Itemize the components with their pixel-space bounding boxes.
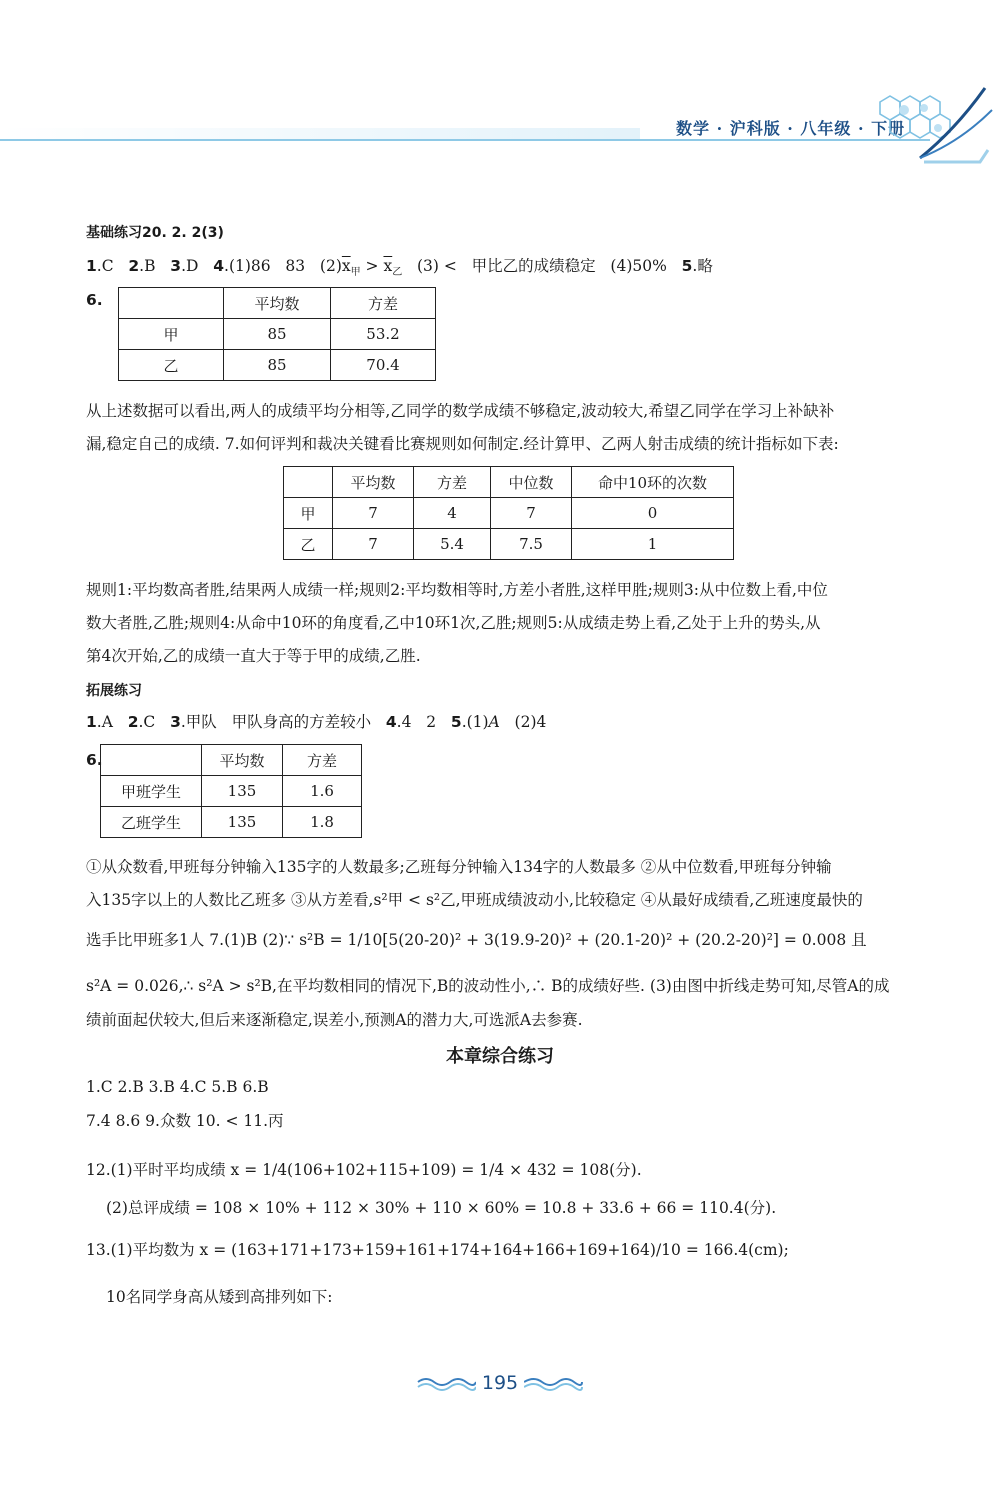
section-title-basic-20-2-2-3: 基础练习20. 2. 2(3) [86, 225, 224, 241]
paragraph-line: 入135字以上的人数比乙班多 ③从方差看,s²甲 < s²乙,甲班成绩波动小,比较稳定 ④从最好成绩看,乙班速度最快的 [86, 891, 863, 909]
table-cell: 7 [333, 498, 414, 529]
header-rule [0, 139, 930, 141]
table-cell: 0 [572, 498, 734, 529]
question-6-label: 6. [86, 291, 103, 309]
section-title-extension: 拓展练习 [86, 683, 142, 699]
table-cell: 甲班学生 [101, 776, 202, 807]
question-13-part-1: 13.(1)平均数为 x = (163+171+173+159+161+174+164+166+169+164)/10 = 166.4(cm); [86, 1241, 789, 1259]
table-cell: 1.6 [283, 776, 362, 807]
table-header-cell: 方差 [283, 745, 362, 776]
table-extension-q6 [100, 744, 362, 838]
review-answers-line-1: 1.C 2.B 3.B 4.C 5.B 6.B [86, 1078, 269, 1096]
table-basic-q7 [283, 466, 734, 560]
table-cell: 乙班学生 [101, 807, 202, 838]
table-cell: 7 [491, 498, 572, 529]
table-header-cell [284, 467, 333, 498]
table-cell: 85 [224, 350, 331, 381]
question-12-part-1: 12.(1)平时平均成绩 x = 1/4(106+102+115+109) = 1/4 × 432 = 108(分). [86, 1161, 642, 1179]
table-cell: 1 [572, 529, 734, 560]
table-basic-q6 [118, 287, 436, 381]
table-header-cell: 平均数 [333, 467, 414, 498]
table-cell: 4 [414, 498, 491, 529]
table-header-cell: 方差 [414, 467, 491, 498]
paragraph-line: 第4次开始,乙的成绩一直大于等于甲的成绩,乙胜. [86, 647, 421, 665]
table-cell: 乙 [119, 350, 224, 381]
header-title: 数学 · 沪科版 · 八年级 · 下册 [676, 119, 906, 138]
question-6-label: 6. [86, 751, 103, 769]
table-header-cell: 方差 [331, 288, 436, 319]
table-header-cell: 命中10环的次数 [572, 467, 734, 498]
page-number: 195 [481, 1372, 519, 1394]
paragraph-line: 规则1:平均数高者胜,结果两人成绩一样;规则2:平均数相等时,方差小者胜,这样甲胜;规则3:从中位数上看,中位 [86, 581, 828, 599]
table-cell: 甲 [284, 498, 333, 529]
paragraph-line: 数大者胜,乙胜;规则4:从命中10环的角度看,乙中10环1次,乙胜;规则5:从成绩走势上看,乙处于上升的势头,从 [86, 614, 821, 632]
paragraph-line: 从上述数据可以看出,两人的成绩平均分相等,乙同学的数学成绩不够稳定,波动较大,希望乙同学在学习上补缺补 [86, 402, 835, 420]
chapter-review-title: 本章综合练习 [446, 1046, 554, 1067]
basic-answers-line: 1.C 2.B 3.D 4.(1)86 83 $(2)\overline{x}_甲 > \overline{x}_乙$ (3) < 甲比乙的成绩稳定 (4)50% 5.略 [86, 257, 713, 279]
question-13-sort-note: 10名同学身高从矮到高排列如下: [106, 1288, 333, 1306]
table-cell: 135 [202, 807, 283, 838]
review-answers-line-2: 7.4 8.6 9.众数 10. < 11.丙 [86, 1112, 284, 1130]
table-cell: 7 [333, 529, 414, 560]
wave-left-icon [416, 1376, 476, 1392]
paragraph-line: 选手比甲班多1人 7.(1)B (2)∵ s²B = 1/10[5(20-20)² + 3(19.9-20)² + (20.1-20)² + (20.2-20)²] = 0.008 且 [86, 931, 867, 949]
table-cell: 乙 [284, 529, 333, 560]
paragraph-line: 漏,稳定自己的成绩. 7.如何评判和裁决关键看比赛规则如何制定.经计算甲、乙两人射击成绩的统计指标如下表: [86, 435, 839, 453]
table-header-cell [101, 745, 202, 776]
table-cell: 70.4 [331, 350, 436, 381]
table-header-cell [119, 288, 224, 319]
table-cell: 85 [224, 319, 331, 350]
table-cell: 53.2 [331, 319, 436, 350]
paragraph-line: ①从众数看,甲班每分钟输入135字的人数最多;乙班每分钟输入134字的人数最多 ②从中位数看,甲班每分钟输 [86, 858, 832, 876]
hexagon-decoration-icon [820, 70, 1000, 170]
table-cell: 7.5 [491, 529, 572, 560]
table-header-cell: 平均数 [224, 288, 331, 319]
paragraph-line: s²A = 0.026,∴ s²A > s²B,在平均数相同的情况下,B的波动性小,∴ B的成绩好些. (3)由图中折线走势可知,尽管A的成 [86, 977, 890, 995]
header-band [0, 128, 640, 139]
table-cell: 甲 [119, 319, 224, 350]
extension-answers-line: 1.A 2.C 3.甲队 甲队身高的方差较小 4.4 2 5.(1)A (2)4 [86, 713, 547, 731]
table-cell: 1.8 [283, 807, 362, 838]
table-cell: 5.4 [414, 529, 491, 560]
paragraph-line: 绩前面起伏较大,但后来逐渐稳定,误差小,预测A的潜力大,可选派A去参赛. [86, 1011, 583, 1029]
question-12-part-2: (2)总评成绩 = 108 × 10% + 112 × 30% + 110 × 60% = 10.8 + 33.6 + 66 = 110.4(分). [106, 1199, 777, 1217]
wave-right-icon [524, 1376, 584, 1392]
table-cell: 135 [202, 776, 283, 807]
page-number-row [0, 1372, 1000, 1394]
table-header-cell: 平均数 [202, 745, 283, 776]
table-header-cell: 中位数 [491, 467, 572, 498]
